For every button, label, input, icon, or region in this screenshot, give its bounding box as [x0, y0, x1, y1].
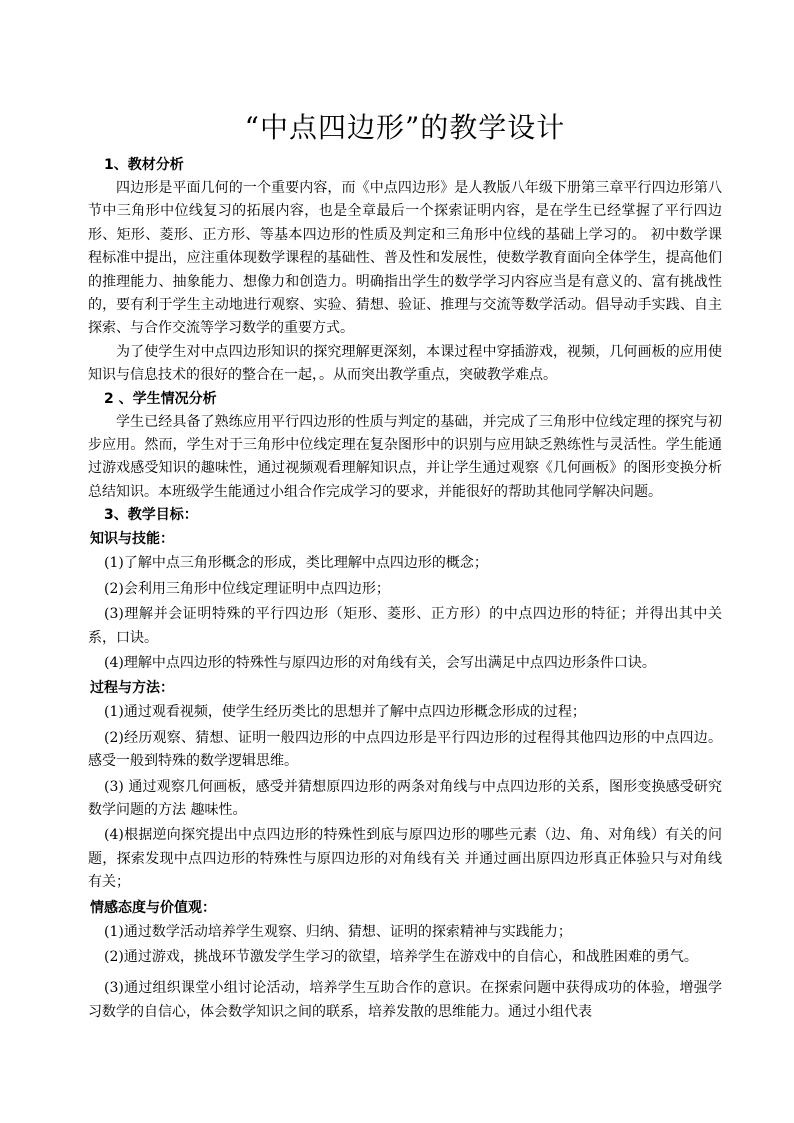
section-heading-student-analysis: 2 、学生情况分析 [104, 390, 217, 407]
document-page [88, 108, 722, 1026]
paragraph: 四边形是平面几何的一个重要内容，而《中点四边形》是人教版八年级下册第三章平行四边形第八节中三角形中位线复习的拓展内容，也是全章最后一个探索证明内容，是在学生已经掌握了平行四边形、矩形、菱形、正方形、等基本四边形的性质及判定和三角形中位线的基础上学习的。 初中数学课程标准中提出，应注重体现数学课程的基础性、普及性和发展性，使数学教育面向全体学生，提高他们的推理能力、抽象能力、想像力和创造力。明确指出学生的数学学习内容应当是有意义的、富有挑战性的，要有利于学生主动地进行观察、实验、猜想、验证、推理与交流等数学活动。倡导动手实践、自主探索、与合作交流等学习数学的重要方式。 [88, 180, 722, 337]
list-item: (1)了解中点三角形概念的形成，类比理解中点四边形的概念； [104, 555, 488, 572]
subheading-process-methods: 过程与方法： [90, 680, 174, 697]
list-item: (4)根据逆向探究提出中点四边形的特殊性到底与原四边形的哪些元素（边、角、对角线）有关的问题，探索发现中点四边形的特殊性与原四边形的对角线有关 并通过画出原四边形真正体验只与对角线有关； [88, 827, 722, 891]
list-item: (3)通过组织课堂小组讨论活动，培养学生互助合作的意识。在探索问题中获得成功的体验，增强学习数学的自信心，体会数学知识之间的联系，培养发散的思维能力。通过小组代表 [88, 980, 722, 1020]
list-item: (1)通过观看视频，使学生经历类比的思想并了解中点四边形概念形成的过程； [104, 704, 586, 721]
list-item: (3)理解并会证明特殊的平行四边形（矩形、菱形、正方形）的中点四边形的特征；并得出其中关系，口诀。 [88, 606, 722, 646]
section-heading-textbook-analysis: 1、教材分析 [104, 157, 184, 173]
paragraph: 为了使学生对中点四边形知识的探究理解更深刻，本课过程中穿插游戏，视频，几何画板的应用使知识与信息技术的很好的整合在一起，。从而突出教学重点，突破教学难点。 [88, 343, 722, 384]
document-title: “中点四边形”的教学设计 [244, 111, 566, 144]
subheading-emotion-values: 情感态度与价值观： [90, 899, 216, 916]
list-item: (2)通过游戏，挑战环节激发学生学习的欲望，培养学生在游戏中的自信心，和战胜困难的勇气。 [104, 948, 698, 965]
list-item: (4)理解中点四边形的特殊性与原四边形的对角线有关，会写出满足中点四边形条件口诀。 [104, 654, 656, 671]
list-item: (2)会利用三角形中位线定理证明中点四边形； [104, 580, 390, 597]
section-heading-teaching-goals: 3、教学目标： [104, 507, 198, 524]
list-item: (2)经历观察、猜想、证明一般四边形的中点四边形是平行四边形的过程得其他四边形的中点四边。感受一般到特殊的数学逻辑思维。 [88, 729, 722, 770]
list-item: (1)通过数学活动培养学生观察、归纳、猜想、证明的探索精神与实践能力； [104, 923, 572, 940]
paragraph: 学生已经具备了熟练应用平行四边形的性质与判定的基础，并完成了三角形中位线定理的探究与初步应用。然而，学生对于三角形中位线定理在复杂图形中的识别与应用缺乏熟练性与灵活性。学生能通过游戏感受知识的趣味性，通过视频观看理解知识点，并让学生通过观察《几何画板》的图形变换分析总结知识。本班级学生能通过小组合作完成学习的要求，并能很好的帮助其他同学解决问题。 [88, 413, 722, 500]
subheading-knowledge-skills: 知识与技能： [90, 531, 174, 548]
list-item: (3) 通过观察几何画板，感受并猜想原四边形的两条对角线与中点四边形的关系，图形变换感受研究数学问题的方法 趣味性。 [88, 778, 722, 818]
